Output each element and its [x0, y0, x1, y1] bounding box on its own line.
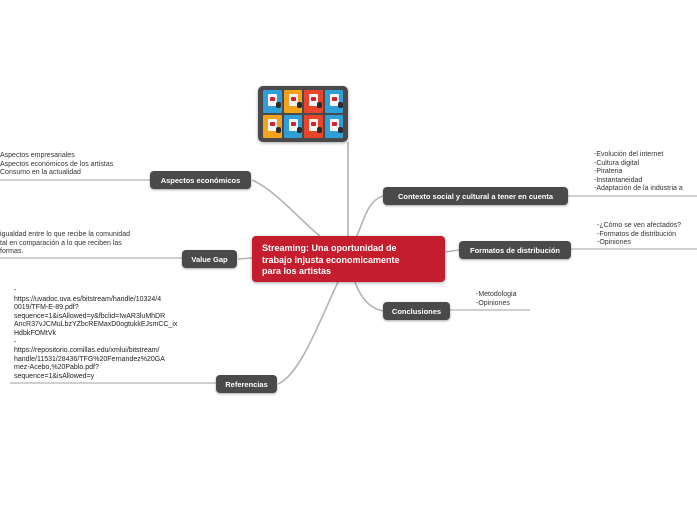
reference-link-1[interactable]: HdbkFOMtVk: [14, 329, 57, 337]
device-tile: [304, 90, 323, 113]
device-tile: [304, 115, 323, 138]
referencias-notes: [14, 287, 177, 382]
link-central-referencias: [278, 282, 338, 384]
link-central-valuegap: [238, 258, 252, 259]
play-icon: [291, 97, 296, 101]
hand-icon: [317, 127, 322, 133]
link-central-conclusiones: [355, 282, 383, 311]
hand-icon: [338, 127, 343, 133]
reference-link-1[interactable]: sequence=1&isAllowed=y&fbclid=IwAR3luMhDR: [14, 312, 166, 320]
device-tile: [284, 115, 303, 138]
topic-aspectos-economicos[interactable]: [150, 171, 251, 189]
note-line: Aspectos empresariales: [0, 152, 75, 159]
note-line: igualdad entre lo que recibe la comunidad: [0, 231, 130, 238]
link-central-formatos: [445, 250, 459, 252]
reference-link-1[interactable]: https://uvadoc.uva.es/bitstream/handle/10324/4: [14, 295, 162, 303]
play-icon: [291, 122, 296, 126]
hand-icon: [297, 127, 302, 133]
note-line: -: [14, 287, 17, 294]
central-topic[interactable]: [252, 236, 445, 282]
topic-contexto-social-cultural[interactable]: [383, 187, 568, 205]
note-line: -Pirateria: [594, 168, 623, 176]
note-line: -Adaptación de la industria a: [594, 185, 683, 193]
streaming-image[interactable]: [258, 86, 348, 142]
hand-icon: [276, 127, 281, 133]
play-icon: [332, 97, 337, 101]
note-line: -: [14, 338, 17, 346]
note-line: -¿Cómo se ven afectados?: [597, 222, 682, 229]
formatos-notes: [597, 222, 681, 248]
topic-value-gap[interactable]: [182, 250, 237, 268]
note-line: formas.: [0, 248, 24, 256]
reference-link-1[interactable]: 0019/TFM-E-89.pdf?: [14, 304, 79, 312]
topic-conclusiones[interactable]: [383, 302, 450, 320]
play-icon: [332, 122, 337, 126]
hand-icon: [297, 102, 302, 108]
note-line: -Cultura digital: [594, 159, 640, 167]
reference-link-2[interactable]: sequence=1&isAllowed=y: [14, 372, 95, 380]
note-line: tal en comparación a lo que reciben las: [0, 239, 122, 247]
value-gap-notes: [0, 231, 130, 257]
topic-referencias[interactable]: [216, 375, 277, 393]
contexto-notes: [594, 151, 683, 194]
device-tile: [263, 90, 282, 113]
play-icon: [311, 97, 316, 101]
aspectos-economicos-notes: [0, 152, 113, 178]
device-tile: [325, 115, 344, 138]
note-line: -Metodologia: [476, 291, 517, 298]
note-line: -Opiniones: [476, 299, 510, 307]
play-icon: [270, 122, 275, 126]
central-topic-line-3: para los artistas: [262, 266, 332, 276]
note-line: -Opiniones: [597, 239, 631, 247]
play-icon: [311, 122, 316, 126]
topic-value-gap-label: Value Gap: [191, 254, 228, 264]
topic-aspectos-economicos-label: Aspectos económicos: [160, 175, 241, 185]
streaming-devices-illustration-icon: [263, 90, 343, 138]
hand-icon: [276, 102, 281, 108]
note-line: -Instantaneidad: [594, 176, 643, 184]
device-tile: [284, 90, 303, 113]
reference-link-2[interactable]: mez-Acebo,%20Pablo.pdf?: [14, 364, 99, 372]
central-topic-line-2: trabajo injusta economicamente: [262, 254, 400, 265]
link-central-contexto: [356, 196, 383, 238]
reference-link-1[interactable]: AncR37vJCMuLbzYZbcREMaxD0ogtukkEJsmCC_ix: [14, 321, 178, 329]
conclusiones-notes: [476, 291, 516, 308]
topic-contexto-label: Contexto social y cultural a tener en cuenta: [397, 191, 554, 201]
reference-link-2[interactable]: handle/11531/28436/TFG%20Fernandez%20GA: [14, 355, 165, 363]
device-tile: [325, 90, 344, 113]
hand-icon: [317, 102, 322, 108]
topic-formatos-label: Formatos de distribución: [469, 245, 560, 255]
note-line: Consumo en la actualidad: [0, 169, 81, 177]
play-icon: [270, 97, 275, 101]
note-line: Aspectos económicos de los artistas: [0, 160, 114, 168]
reference-link-2[interactable]: https://repositorio.comillas.edu/xmlui/bitstream/: [14, 347, 160, 355]
note-line: -Formatos de distribución: [597, 230, 676, 238]
central-topic-line-1: Streaming: Una oportunidad de: [262, 243, 397, 253]
topic-conclusiones-label: Conclusiones: [391, 306, 442, 316]
note-line: -Evolución del internet: [594, 151, 664, 158]
device-tile: [263, 115, 282, 138]
topic-referencias-label: Referencias: [225, 379, 268, 389]
link-central-aspectos: [252, 180, 322, 238]
topic-formatos-distribucion[interactable]: [459, 241, 571, 259]
hand-icon: [338, 102, 343, 108]
